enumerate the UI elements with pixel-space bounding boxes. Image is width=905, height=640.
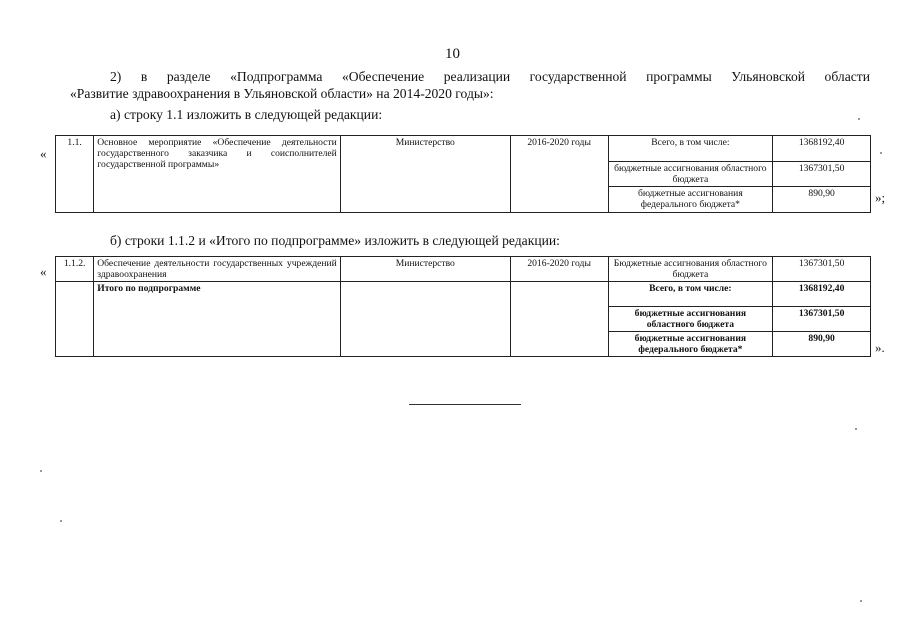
empty-cell <box>56 282 94 357</box>
funding-source: Бюджетные ассигнования областного бюджета <box>608 257 773 282</box>
funding-value: 1368192,40 <box>773 136 871 162</box>
funding-source: бюджетные ассигнования областного бюджета <box>608 161 773 187</box>
table-rows-1-1-2-total <box>55 256 871 357</box>
ministry-cell: Министерство <box>340 136 510 213</box>
empty-cell <box>510 282 608 357</box>
ministry-cell: Министерство <box>340 257 510 282</box>
scan-speck <box>60 520 62 522</box>
scan-speck <box>858 118 860 120</box>
intro-line-2: «Развитие здравоохранения в Ульяновской области» на 2014-2020 годы»: <box>70 86 494 101</box>
funding-value: 1367301,50 <box>773 161 871 187</box>
scan-speck <box>855 428 857 430</box>
end-separator-line <box>409 404 521 405</box>
item-a-text: а) строку 1.1 изложить в следующей редакции: <box>110 107 383 122</box>
page-number: 10 <box>445 46 460 62</box>
total-label: Итого по подпрограмме <box>94 282 341 357</box>
open-quote-1: « <box>40 146 47 161</box>
open-quote-2: « <box>40 264 47 279</box>
scan-speck <box>40 470 42 472</box>
intro-line-1: 2) в разделе «Подпрограмма «Обеспечение реализации государственной программы Ульяновской области <box>110 69 870 84</box>
scan-speck <box>860 600 862 602</box>
funding-value: 1367301,50 <box>773 257 871 282</box>
total-funding-value: 1368192,40 <box>773 282 871 307</box>
total-funding-source: бюджетные ассигнования федерального бюджета* <box>608 332 773 357</box>
measure-name: Обеспечение деятельности государственных учреждений здравоохранения <box>94 257 341 282</box>
period-cell: 2016-2020 годы <box>510 257 608 282</box>
close-quote-2: ». <box>875 340 885 355</box>
total-funding-value: 1367301,50 <box>773 307 871 332</box>
empty-cell <box>340 282 510 357</box>
measure-name: Основное мероприятие «Обеспечение деятельности государственного заказчика и соисполнителей государственной программы» <box>94 136 341 213</box>
period-cell: 2016-2020 годы <box>510 136 608 213</box>
total-funding-value: 890,90 <box>773 332 871 357</box>
item-b-text: б) строки 1.1.2 и «Итого по подпрограмме» изложить в следующей редакции: <box>110 233 560 248</box>
close-quote-1: »; <box>875 190 886 205</box>
funding-value: 890,90 <box>773 187 871 213</box>
row-number: 1.1.2. <box>56 257 94 282</box>
scan-speck <box>880 152 882 154</box>
table-row-1-1 <box>55 135 871 213</box>
row-number: 1.1. <box>56 136 94 213</box>
total-funding-source: Всего, в том числе: <box>608 282 773 307</box>
funding-source: Всего, в том числе: <box>608 136 773 162</box>
total-funding-source: бюджетные ассигнования областного бюджета <box>608 307 773 332</box>
funding-source: бюджетные ассигнования федерального бюджета* <box>608 187 773 213</box>
